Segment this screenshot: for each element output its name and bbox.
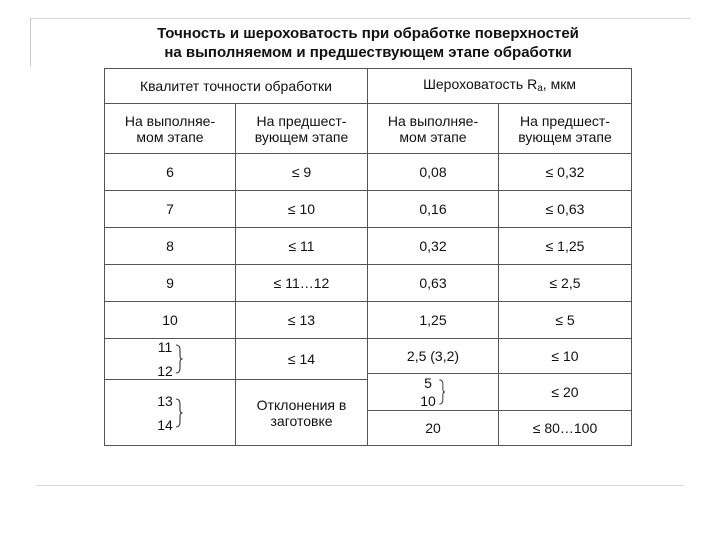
table-row (105, 339, 632, 374)
cell-roughness: 20 (368, 411, 499, 446)
grade-value: 14 (157, 416, 173, 433)
cell-grade: 9 (105, 265, 236, 302)
grade-value: 13 (157, 392, 173, 409)
accuracy-roughness-table (104, 68, 632, 446)
cell-grade: 8 (105, 228, 236, 265)
cell-roughness-previous: ≤ 2,5 (499, 265, 632, 302)
header-accuracy: Квалитет точности обработки (105, 69, 368, 104)
header-roughness-prefix: Шероховатость R (423, 75, 538, 92)
roughness-pair (420, 375, 446, 409)
slide-left-rule (30, 18, 31, 66)
right-brace-icon (175, 398, 183, 428)
cell-roughness: 0,32 (368, 228, 499, 265)
grade-value: 11 (157, 339, 173, 355)
table-row (105, 228, 632, 265)
subheader-previous-accuracy (236, 104, 368, 154)
grade-value: 12 (157, 363, 173, 379)
grade-pair-values (157, 393, 173, 433)
subheader-current-accuracy (105, 104, 236, 154)
slide-top-rule (30, 18, 690, 19)
cell-roughness-previous: ≤ 1,25 (499, 228, 632, 265)
header-roughness-suffix: , мкм (542, 75, 576, 92)
subheader-previous-roughness (499, 104, 632, 154)
right-brace-icon (175, 344, 183, 374)
table-row (105, 191, 632, 228)
cell-grade-group (105, 380, 236, 446)
cell-roughness-previous: ≤ 10 (499, 339, 632, 374)
title-line-2: на выполняемом и предшествующем этапе обработки (164, 44, 572, 61)
roughness-value: 5 (424, 375, 432, 391)
grade-pair (157, 393, 183, 433)
page-title (104, 24, 632, 62)
header-row (105, 69, 632, 104)
cell-grade-previous (236, 380, 368, 446)
cell-roughness: 0,16 (368, 191, 499, 228)
cell-grade-previous: ≤ 11…12 (236, 265, 368, 302)
cell-roughness-previous: ≤ 20 (499, 374, 632, 411)
blank-deviation-label: Отклонения в заготовке (256, 396, 347, 429)
cell-grade-previous: ≤ 9 (236, 154, 368, 191)
table-row (105, 302, 632, 339)
subheader-row (105, 104, 632, 154)
table-row (105, 154, 632, 191)
slide-bottom-rule (36, 485, 684, 486)
cell-roughness: 2,5 (3,2) (368, 339, 499, 374)
cell-roughness-previous: ≤ 0,63 (499, 191, 632, 228)
cell-roughness: 0,08 (368, 154, 499, 191)
grade-pair-values (157, 339, 173, 379)
subheader-label: На выполняе-мом этапе (387, 112, 479, 145)
subheader-label: На предшест-вующем этапе (254, 112, 349, 145)
cell-grade-previous: ≤ 10 (236, 191, 368, 228)
grade-pair (157, 339, 183, 379)
cell-roughness-previous: ≤ 80…100 (499, 411, 632, 446)
subheader-label: На выполняе-мом этапе (124, 112, 216, 145)
cell-roughness: 0,63 (368, 265, 499, 302)
cell-grade-previous: ≤ 11 (236, 228, 368, 265)
cell-roughness: 1,25 (368, 302, 499, 339)
header-roughness-sub: a (537, 82, 543, 94)
cell-grade-previous: ≤ 13 (236, 302, 368, 339)
cell-grade-previous: ≤ 14 (236, 339, 368, 380)
subheader-label: На предшест-вующем этапе (518, 112, 612, 145)
cell-grade: 6 (105, 154, 236, 191)
roughness-pair-values (420, 375, 436, 409)
cell-roughness-previous: ≤ 0,32 (499, 154, 632, 191)
header-roughness (368, 69, 632, 104)
right-brace-icon (438, 379, 446, 405)
roughness-value: 10 (420, 393, 436, 409)
cell-roughness-previous: ≤ 5 (499, 302, 632, 339)
cell-roughness-group (368, 374, 499, 411)
cell-grade: 10 (105, 302, 236, 339)
title-line-1: Точность и шероховатость при обработке поверхностей (157, 25, 579, 42)
subheader-current-roughness (368, 104, 499, 154)
cell-grade-group (105, 339, 236, 380)
cell-grade: 7 (105, 191, 236, 228)
table-row (105, 265, 632, 302)
